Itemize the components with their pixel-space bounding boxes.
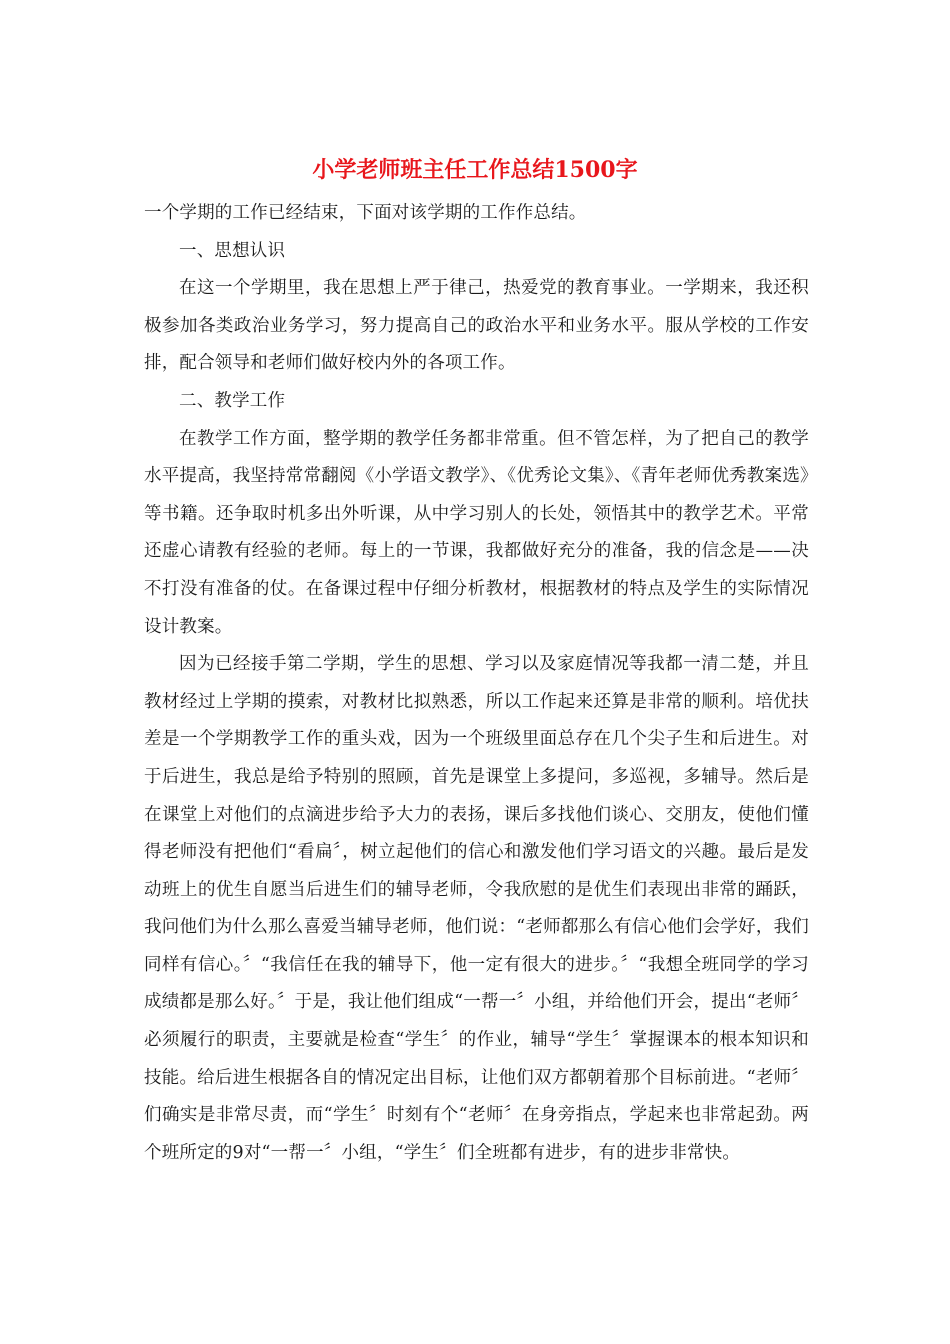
section-heading-teaching: 二、教学工作 bbox=[179, 390, 286, 411]
document-title: 小学老师班主任工作总结1500字 bbox=[312, 157, 638, 183]
paragraph-teaching: 在教学工作方面，整学期的教学任务都非常重。但不管怎样，为了把自己的教学水平提高，我坚持常常翻阅《小学语文教学》、《优秀论文集》、《青年老师优秀教案选》等书籍。还争取时机多出外听课，从中学习别人的长处，领悟其中的教学艺术。平常还虚心请教有经验的老师。每上的一节课，我都做好充分的准备，我的信念是——决不打没有准备的仗。在备课过程中仔细分析教材，根据教材的特点及学生的实际情况设计教案。 bbox=[144, 428, 809, 637]
paragraph-tutoring: 因为已经接手第二学期，学生的思想、学习以及家庭情况等我都一清二楚，并且教材经过上学期的摸索，对教材比拟熟悉，所以工作起来还算是非常的顺利。培优扶差是一个学期教学工作的重头戏，因为一个班级里面总存在几个尖子生和后进生。对于后进生，我总是给予特别的照顾，首先是课堂上多提问，多巡视，多辅导。然后是在课堂上对他们的点滴进步给予大力的表扬，课后多找他们谈心、交朋友，使他们懂得老师没有把他们“看扁〞，树立起他们的信心和激发他们学习语文的兴趣。最后是发动班上的优生自愿当后进生们的辅导老师，令我欣慰的是优生们表现出非常的踊跃，我问他们为什么那么喜爱当辅导老师，他们说：“老师都那么有信心他们会学好，我们同样有信心。〞“我信任在我的辅导下，他一定有很大的进步。〞“我想全班同学的学习成绩都是那么好。〞于是，我让他们组成“一帮一〞小组，并给他们开会，提出“老师〞必须履行的职责，主要就是检查“学生〞的作业，辅导“学生〞掌握课本的根本知识和技能。给后进生根据各自的情况定出目标，让他们双方都朝着那个目标前进。“老师〞们确实是非常尽责，而“学生〞时刻有个“老师〞在身旁指点，学起来也非常起劲。两个班所定的9对“一帮一〞小组，“学生〞们全班都有进步，有的进步非常快。 bbox=[144, 654, 809, 1163]
paragraph-intro: 一个学期的工作已经结束，下面对该学期的工作作总结。 bbox=[144, 203, 587, 223]
document-body bbox=[144, 195, 809, 1172]
section-heading-thought: 一、思想认识 bbox=[179, 240, 286, 261]
paragraph-thought: 在这一个学期里，我在思想上严于律己，热爱党的教育事业。一学期来，我还积极参加各类政治业务学习，努力提高自己的政治水平和业务水平。服从学校的工作安排，配合领导和老师们做好校内外的各项工作。 bbox=[144, 278, 809, 374]
